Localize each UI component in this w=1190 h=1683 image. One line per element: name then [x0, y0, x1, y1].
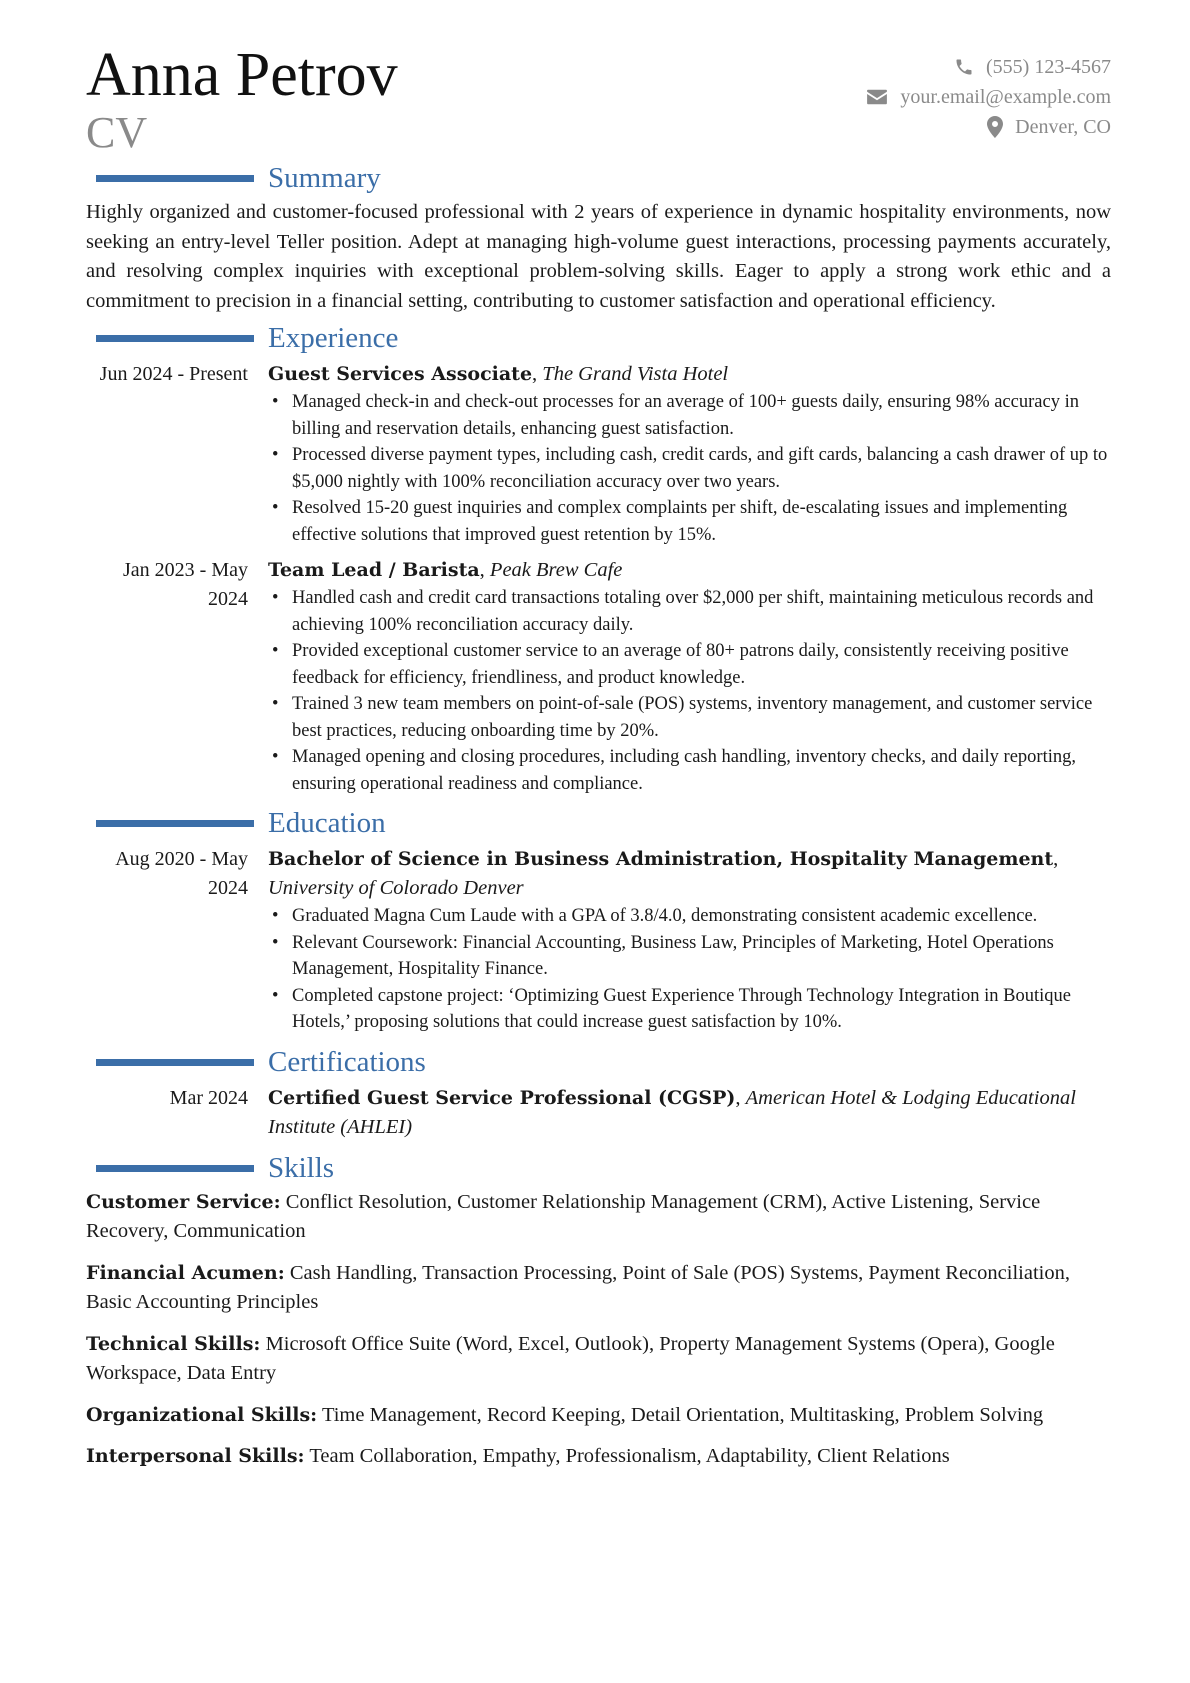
- phone-number: (555) 123-4567: [986, 55, 1111, 78]
- entry-organization: University of Colorado Denver: [268, 877, 524, 899]
- section-accent-bar: [96, 820, 254, 827]
- skill-row: [86, 1401, 1111, 1431]
- section-accent-bar: [96, 175, 254, 182]
- contact-info: [866, 52, 1111, 142]
- certification-entry: [86, 1084, 1111, 1142]
- entry-bullets: [268, 903, 1111, 1036]
- skill-row: [86, 1188, 1111, 1247]
- document-subtitle: CV: [86, 108, 148, 157]
- experience-entry: [86, 556, 1111, 797]
- summary-text: Highly organized and customer-focused professional with 2 years of experience in dynamic hospitality environments, now seeking an entry-level Teller position. Adept at managing high-volume guest interactions, processing payments accurately, and resolving complex inquiries with exceptional problem-solving skills. Eager to apply a strong work ethic and a commitment to precision in a financial setting, contributing to customer satisfaction and operational efficiency.: [86, 201, 1111, 312]
- entry-date: Jun 2024 - Present: [99, 363, 248, 385]
- resume-page: [86, 40, 1111, 1484]
- section-education-header: [86, 805, 1111, 843]
- entry-title: Guest Services Associate, The Grand Vista Hotel: [268, 363, 729, 385]
- skill-label: Financial Acumen:: [86, 1261, 285, 1284]
- section-certifications-header: [86, 1044, 1111, 1082]
- contact-location: [866, 112, 1111, 142]
- envelope-icon: [866, 88, 888, 106]
- section-skills-header: [86, 1150, 1111, 1188]
- entry-bullets: [268, 585, 1111, 797]
- list-item: • Provided exceptional customer service to an average of 80+ patrons daily, consistently receiving positive feedback for efficiency, friendliness, and product knowledge.: [268, 638, 1111, 691]
- section-summary-header: [86, 160, 1111, 198]
- entry-role: Guest Services Associate: [268, 363, 533, 385]
- section-title: Experience: [268, 322, 399, 354]
- list-item: • Relevant Coursework: Financial Accounting, Business Law, Principles of Marketing, Hotel Operations Management, Hospitality Finance.: [268, 930, 1111, 983]
- entry-title: Team Lead / Barista, Peak Brew Cafe: [268, 559, 623, 581]
- list-item: • Processed diverse payment types, including cash, credit cards, and gift cards, balancing a cash drawer of up to $5,000 nightly with 100% reconciliation accuracy over two years.: [268, 442, 1111, 495]
- entry-title: Bachelor of Science in Business Administration, Hospitality Management, University of Colorado Denver: [268, 848, 1059, 899]
- email-address: your.email@example.com: [900, 85, 1111, 108]
- list-item: • Trained 3 new team members on point-of-sale (POS) systems, inventory management, and customer service best practices, reducing onboarding time by 20%.: [268, 691, 1111, 744]
- skill-text: Cash Handling, Transaction Processing, Point of Sale (POS) Systems, Payment Reconciliation, Basic Accounting Principles: [86, 1261, 1070, 1313]
- entry-date: Mar 2024: [169, 1086, 248, 1109]
- list-item: • Completed capstone project: ‘Optimizing Guest Experience Through Technology Integration in Boutique Hotels,’ proposing solutions that could increase guest satisfaction by 10%.: [268, 983, 1111, 1036]
- section-accent-bar: [96, 1059, 254, 1066]
- skill-text: Team Collaboration, Empathy, Professionalism, Adaptability, Client Relations: [309, 1445, 950, 1467]
- list-item: • Resolved 15-20 guest inquiries and complex complaints per shift, de-escalating issues and implementing effective solutions that improved guest retention by 15%.: [268, 495, 1111, 548]
- skill-row: [86, 1259, 1111, 1318]
- contact-phone[interactable]: [866, 52, 1111, 82]
- list-item: • Managed opening and closing procedures, including cash handling, inventory checks, and daily reporting, ensuring operational readiness and compliance.: [268, 744, 1111, 797]
- section-accent-bar: [96, 335, 254, 342]
- entry-organization: The Grand Vista Hotel: [542, 363, 729, 385]
- section-accent-bar: [96, 1165, 254, 1172]
- entry-organization: Peak Brew Cafe: [489, 559, 623, 581]
- experience-entry: [86, 360, 1111, 548]
- entry-certification: Certified Guest Service Professional (CGSP): [268, 1086, 736, 1109]
- entry-title: Certified Guest Service Professional (CGSP), American Hotel & Lodging Educational Institute (AHLEI): [268, 1086, 1076, 1138]
- section-title: Skills: [268, 1151, 335, 1184]
- entry-date: Aug 2020 - May 2024: [115, 848, 248, 899]
- phone-icon: [954, 57, 974, 77]
- entry-degree: Bachelor of Science in Business Administration, Hospitality Management: [268, 848, 1054, 870]
- skill-label: Technical Skills:: [86, 1332, 261, 1355]
- skill-row: [86, 1442, 1111, 1472]
- skill-text: Microsoft Office Suite (Word, Excel, Outlook), Property Management Systems (Opera), Google Workspace, Data Entry: [86, 1332, 1055, 1384]
- map-pin-icon: [987, 116, 1003, 138]
- section-title: Certifications: [268, 1045, 426, 1078]
- entry-bullets: [268, 389, 1111, 548]
- list-item: • Managed check-in and check-out processes for an average of 100+ guests daily, ensuring 98% accuracy in billing and reservation details, enhancing guest satisfaction.: [268, 389, 1111, 442]
- resume-header: [86, 40, 1111, 158]
- skill-label: Customer Service:: [86, 1190, 281, 1213]
- entry-organization: American Hotel & Lodging Educational Institute (AHLEI): [268, 1086, 1076, 1138]
- list-item: • Handled cash and credit card transactions totaling over $2,000 per shift, maintaining meticulous records and achieving 100% reconciliation accuracy daily.: [268, 585, 1111, 638]
- candidate-name: Anna Petrov: [86, 41, 398, 109]
- skill-text: Time Management, Record Keeping, Detail Orientation, Multitasking, Problem Solving: [321, 1403, 1044, 1426]
- skill-label: Organizational Skills:: [86, 1403, 318, 1426]
- contact-email[interactable]: [866, 82, 1111, 112]
- location-text: Denver, CO: [1015, 115, 1111, 138]
- entry-role: Team Lead / Barista: [268, 559, 480, 581]
- skill-row: [86, 1330, 1111, 1389]
- list-item: • Graduated Magna Cum Laude with a GPA of 3.8/4.0, demonstrating consistent academic excellence.: [268, 903, 1111, 930]
- education-entry: [86, 845, 1111, 1036]
- skill-label: Interpersonal Skills:: [86, 1445, 305, 1467]
- skill-text: Conflict Resolution, Customer Relationship Management (CRM), Active Listening, Service Recovery, Communication: [86, 1190, 1041, 1242]
- section-experience-header: [86, 320, 1111, 358]
- section-title: Education: [268, 807, 386, 839]
- entry-date: Jan 2023 - May 2024: [123, 559, 248, 610]
- section-title: Summary: [268, 162, 381, 194]
